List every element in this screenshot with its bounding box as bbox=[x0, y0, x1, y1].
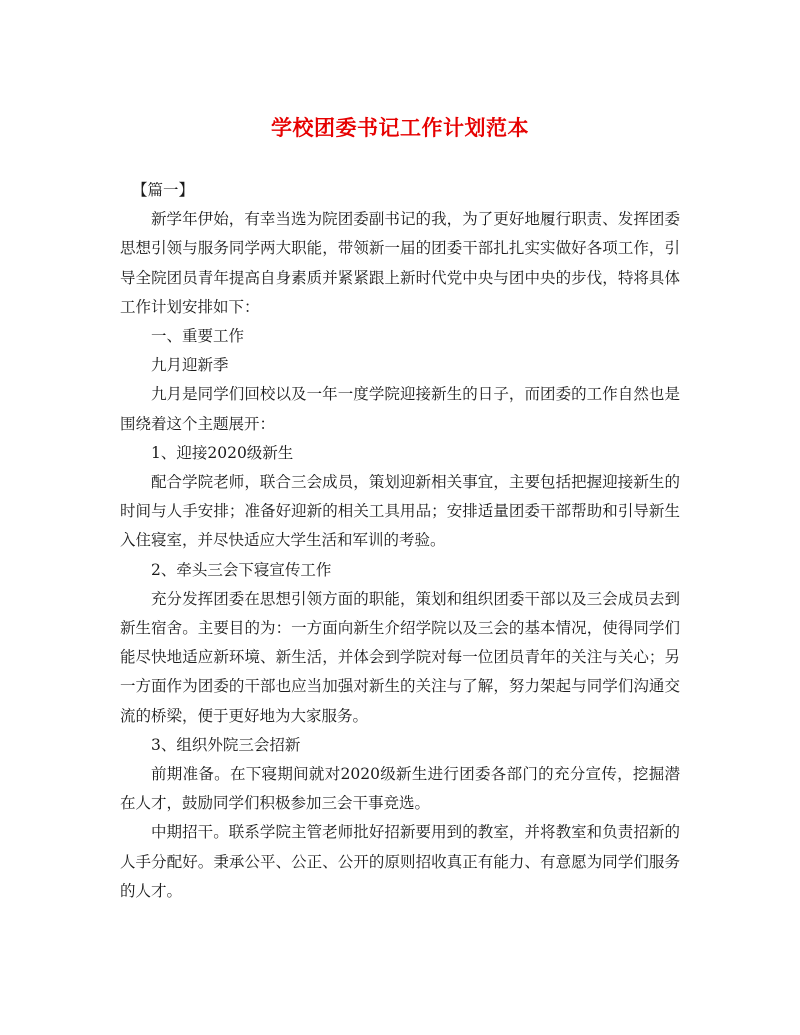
document-title: 学校团委书记工作计划范本 bbox=[271, 115, 529, 140]
item-2-heading: 2、牵头三会下寝宣传工作 bbox=[151, 560, 332, 579]
item-1-body: 配合学院老师，联合三会成员，策划迎新相关事宜，主要包括把握迎接新生的时间与人手安排；准备好迎新的相关工具用品；安排适量团委干部帮助和引导新生入住寝室，并尽快适应大学生活和军训的考验。 bbox=[120, 473, 680, 550]
item-3-prep: 前期准备。在下寝期间就对2020级新生进行团委各部门的充分宣传，挖掘潜在人才，鼓励同学们积极参加三会干事竞选。 bbox=[120, 765, 680, 813]
item-2-body: 充分发挥团委在思想引领方面的职能，策划和组织团委干部以及三会成员去到新生宿舍。主要目的为：一方面向新生介绍学院以及三会的基本情况，使得同学们能尽快地适应新环境、新生活，并体会到学院对每一位团员青年的关注与关心；另一方面作为团委的干部也应当加强对新生的关注与了解，努力架起与同学们沟通交流的桥梁，便于更好地为大家服务。 bbox=[120, 589, 680, 725]
item-3-recruit: 中期招干。联系学院主管老师批好招新要用到的教室，并将教室和负责招新的人手分配好。秉承公平、公正、公开的原则招收真正有能力、有意愿为同学们服务的人才。 bbox=[120, 823, 680, 900]
item-1-heading: 1、迎接2020级新生 bbox=[151, 443, 294, 462]
document-body bbox=[120, 176, 680, 906]
item-3-heading: 3、组织外院三会招新 bbox=[151, 735, 301, 754]
subheading-september: 九月迎新季 bbox=[151, 356, 229, 375]
section-tag: 【篇一】 bbox=[132, 181, 195, 199]
paragraph-september: 九月是同学们回校以及一年一度学院迎接新生的日子，而团委的工作自然也是围绕着这个主题展开： bbox=[120, 385, 680, 433]
paragraph-intro: 新学年伊始，有幸当选为院团委副书记的我，为了更好地履行职责、发挥团委思想引领与服务同学两大职能，带领新一届的团委干部扎扎实实做好各项工作，引导全院团员青年提高自身素质并紧紧跟上新时代党中央与团中央的步伐，特将具体工作计划安排如下： bbox=[120, 210, 680, 316]
heading-important-work: 一、重要工作 bbox=[151, 327, 245, 346]
